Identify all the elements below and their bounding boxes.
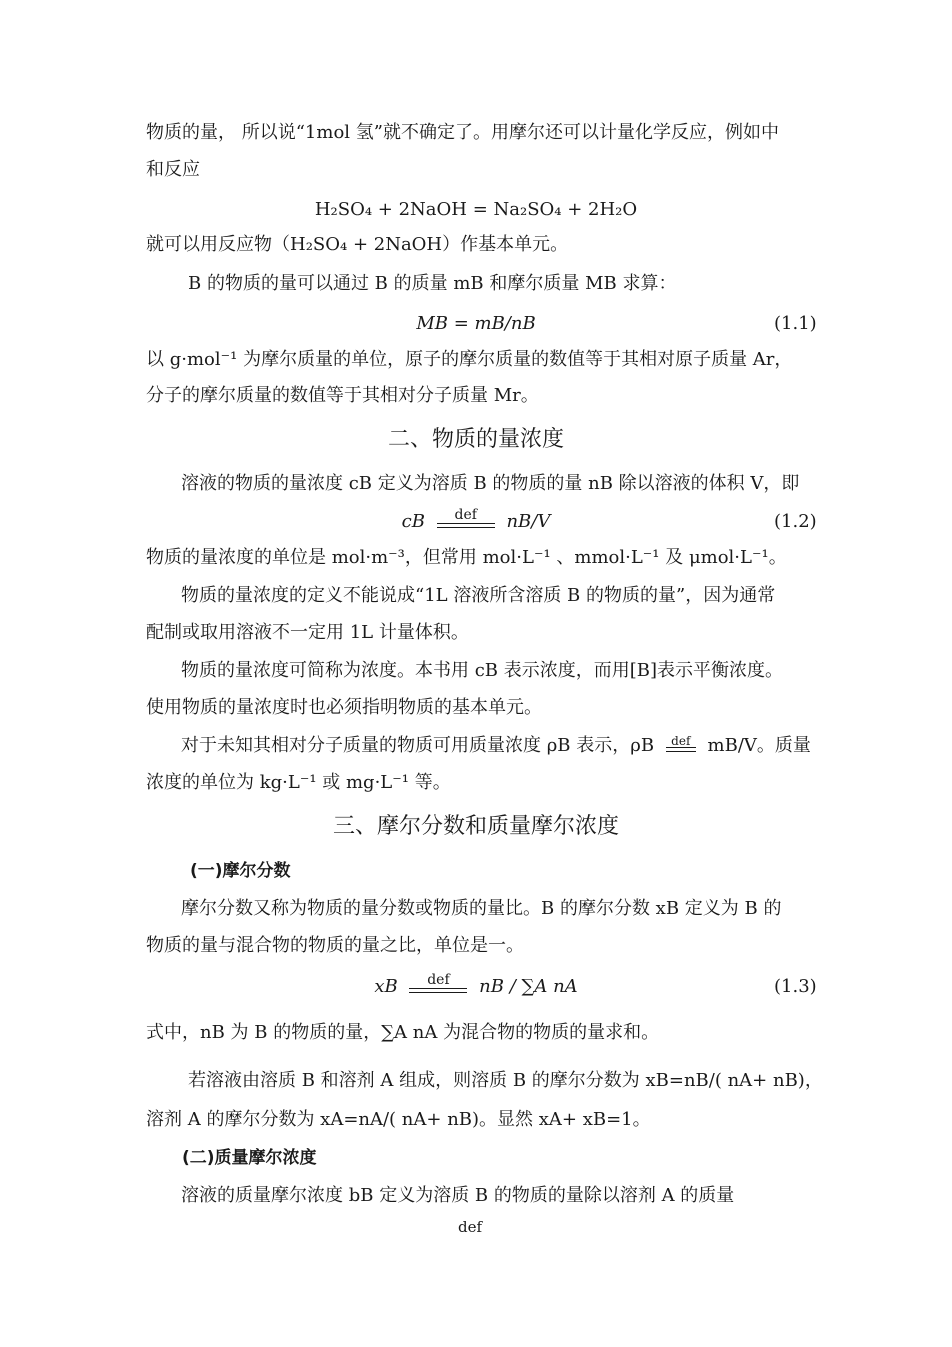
paragraph-line: 配制或取用溶液不一定用 1L 计量体积。 bbox=[146, 622, 469, 643]
paragraph-line: 溶剂 A 的摩尔分数为 xA=nA/( nA+ nB)。显然 xA+ xB=1。 bbox=[146, 1109, 651, 1130]
eq-left: xB bbox=[374, 976, 398, 997]
paragraph-line: 摩尔分数又称为物质的量分数或物质的量比。B 的摩尔分数 xB 定义为 B 的 bbox=[181, 898, 782, 919]
equation-number: (1.2) bbox=[774, 511, 817, 532]
def-equals-symbol bbox=[437, 507, 495, 531]
section-heading-2: 二、物质的量浓度 bbox=[387, 427, 564, 452]
paragraph-line: 物质的量浓度的单位是 mol·m⁻³，但常用 mol·L⁻¹ 、mmol·L⁻¹ 及 μmol·L⁻¹。 bbox=[146, 547, 787, 568]
text-run: mB/V。质量 bbox=[707, 735, 811, 756]
paragraph-line: 若溶液由溶质 B 和溶剂 A 组成，则溶质 B 的摩尔分数为 xB=nB/( nA+ nB)， bbox=[188, 1070, 823, 1091]
eq-right: nB/V bbox=[506, 511, 551, 532]
def-label: def bbox=[427, 972, 450, 988]
def-label: def bbox=[458, 1218, 483, 1236]
paragraph-line: 使用物质的量浓度时也必须指明物质的基本单元。 bbox=[146, 697, 542, 718]
eq-left: cB bbox=[401, 511, 425, 532]
section-heading-3: 三、摩尔分数和质量摩尔浓度 bbox=[332, 814, 619, 839]
equation-1-1: MB = mB/nB bbox=[416, 313, 536, 334]
def-label: def bbox=[671, 734, 691, 748]
paragraph-line bbox=[181, 734, 811, 758]
text-run: 对于未知其相对分子质量的物质可用质量浓度 ρB 表示，ρB bbox=[181, 735, 655, 756]
paragraph-line: B 的物质的量可以通过 B 的质量 mB 和摩尔质量 MB 求算： bbox=[188, 273, 677, 294]
eq-right: nB / ∑A nA bbox=[479, 976, 578, 997]
def-equals-symbol bbox=[409, 972, 467, 996]
subsection-heading: (一)摩尔分数 bbox=[190, 861, 291, 881]
paragraph-line: 就可以用反应物（H₂SO₄ + 2NaOH）作基本单元。 bbox=[146, 234, 569, 255]
paragraph-line: 以 g·mol⁻¹ 为摩尔质量的单位，原子的摩尔质量的数值等于其相对原子质量 Ar， bbox=[146, 349, 793, 370]
def-equals-symbol bbox=[666, 734, 696, 755]
subsection-heading: (二)质量摩尔浓度 bbox=[182, 1148, 317, 1168]
paragraph-line: 物质的量浓度可简称为浓度。本书用 cB 表示浓度，而用[B]表示平衡浓度。 bbox=[181, 660, 784, 681]
paragraph-line: 物质的量浓度的定义不能说成“1L 溶液所含溶质 B 的物质的量”，因为通常 bbox=[181, 585, 776, 606]
paragraph-line: 溶液的质量摩尔浓度 bB 定义为溶质 B 的物质的量除以溶剂 A 的质量 bbox=[181, 1185, 735, 1206]
paragraph-line: 和反应 bbox=[146, 159, 200, 180]
paragraph-line: 溶液的物质的量浓度 cB 定义为溶质 B 的物质的量 nB 除以溶液的体积 V，即 bbox=[181, 473, 800, 494]
equation-neutralization: H₂SO₄ + 2NaOH = Na₂SO₄ + 2H₂O bbox=[314, 199, 638, 220]
paragraph-line: 式中，nB 为 B 的物质的量，∑A nA 为混合物的物质的量求和。 bbox=[146, 1022, 660, 1043]
paragraph-line: 浓度的单位为 kg·L⁻¹ 或 mg·L⁻¹ 等。 bbox=[146, 772, 451, 793]
paragraph-line: 分子的摩尔质量的数值等于其相对分子质量 Mr。 bbox=[146, 385, 539, 406]
equation-number: (1.1) bbox=[774, 313, 817, 334]
paragraph-line: 物质的量， 所以说“1mol 氢”就不确定了。用摩尔还可以计量化学反应，例如中 bbox=[146, 122, 779, 143]
equation-number: (1.3) bbox=[774, 976, 817, 997]
def-label: def bbox=[454, 507, 477, 523]
paragraph-line: 物质的量与混合物的物质的量之比，单位是一。 bbox=[146, 935, 524, 956]
